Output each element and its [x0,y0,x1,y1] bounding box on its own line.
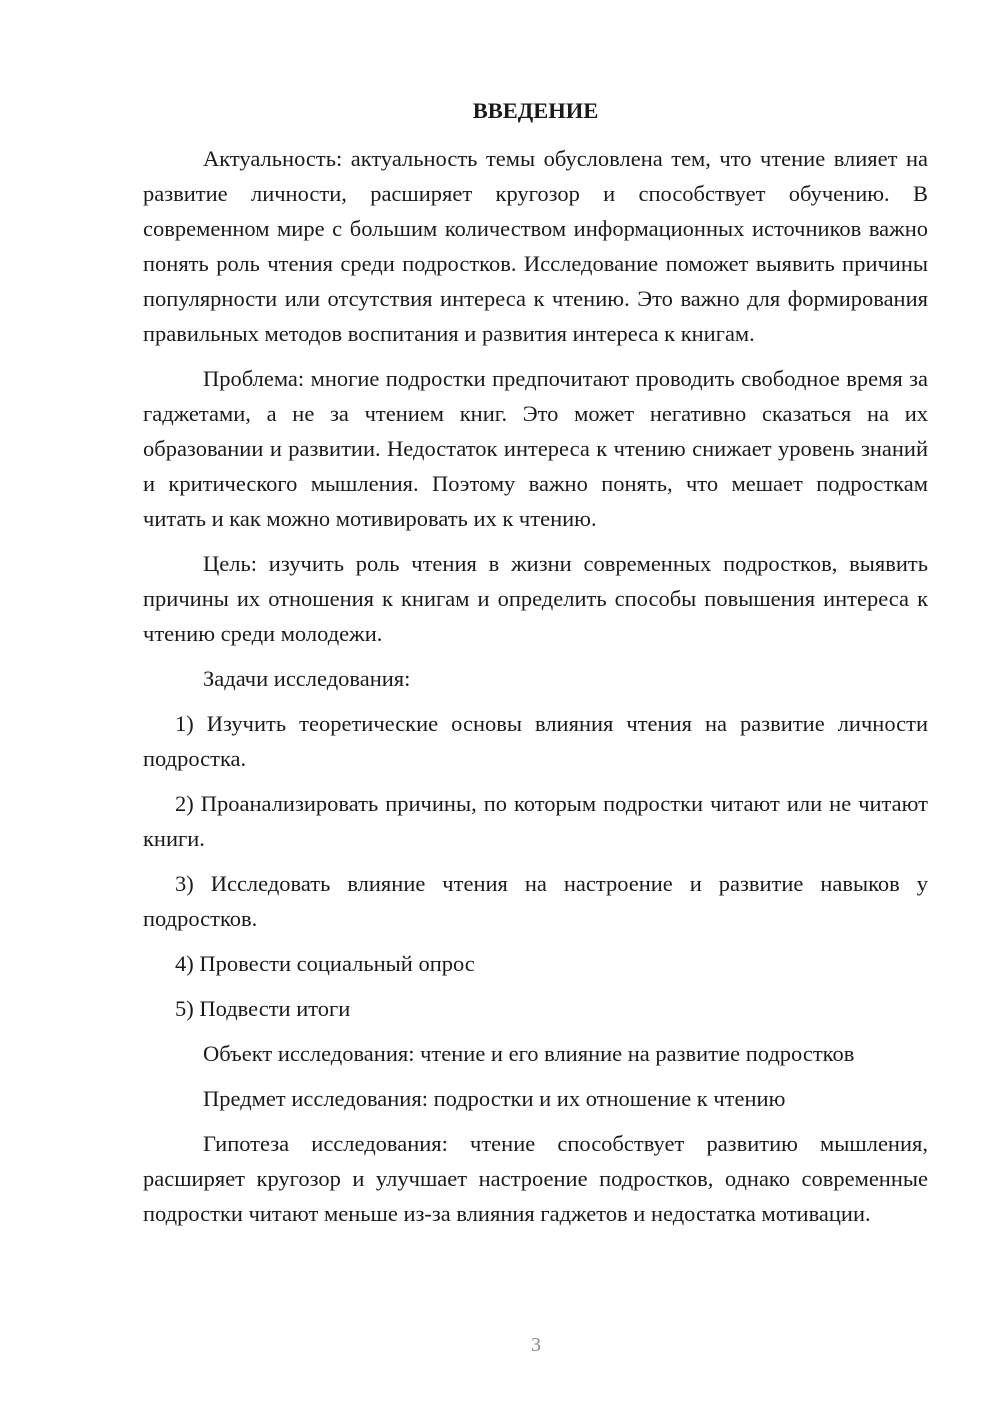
page-title: ВВЕДЕНИЕ [472,98,599,123]
problem-paragraph: Проблема: многие подростки предпочитают проводить свободное время за гаджетами, а не за чтением книг. Это может негативно сказаться на их образовании и развитии. Недостаток интереса к чтению снижает уровень знаний и критического мышления. Поэтому важно понять, что мешает подросткам читать и как можно мотивировать их к чтению. [143,366,928,531]
task-item-2: 2) Проанализировать причины, по которым подростки читают или не читают книги. [143,791,928,851]
object-paragraph: Объект исследования: чтение и его влияние на развитие подростков [203,1041,855,1066]
page-number: 3 [531,1334,541,1356]
page-content [143,95,928,1241]
task-item-5: 5) Подвести итоги [175,996,351,1021]
task-item-1: 1) Изучить теоретические основы влияния чтения на развитие личности подростка. [143,711,928,771]
goal-paragraph: Цель: изучить роль чтения в жизни современных подростков, выявить причины их отношения к книгам и определить способы повышения интереса к чтению среди молодежи. [143,551,928,646]
subject-paragraph: Предмет исследования: подростки и их отношение к чтению [203,1086,786,1111]
task-item-3: 3) Исследовать влияние чтения на настроение и развитие навыков у подростков. [143,871,928,931]
hypothesis-paragraph: Гипотеза исследования: чтение способствует развитию мышления, расширяет кругозор и улучшает настроение подростков, однако современные подростки читают меньше из-за влияния гаджетов и недостатка мотивации. [143,1131,928,1226]
tasks-heading: Задачи исследования: [203,666,411,691]
relevance-paragraph: Актуальность: актуальность темы обусловлена тем, что чтение влияет на развитие личности, расширяет кругозор и способствует обучению. В современном мире с большим количеством информационных источников важно понять роль чтения среди подростков. Исследование поможет выявить причины популярности или отсутствия интереса к чтению. Это важно для формирования правильных методов воспитания и развития интереса к книгам. [143,146,928,346]
task-item-4: 4) Провести социальный опрос [175,951,475,976]
